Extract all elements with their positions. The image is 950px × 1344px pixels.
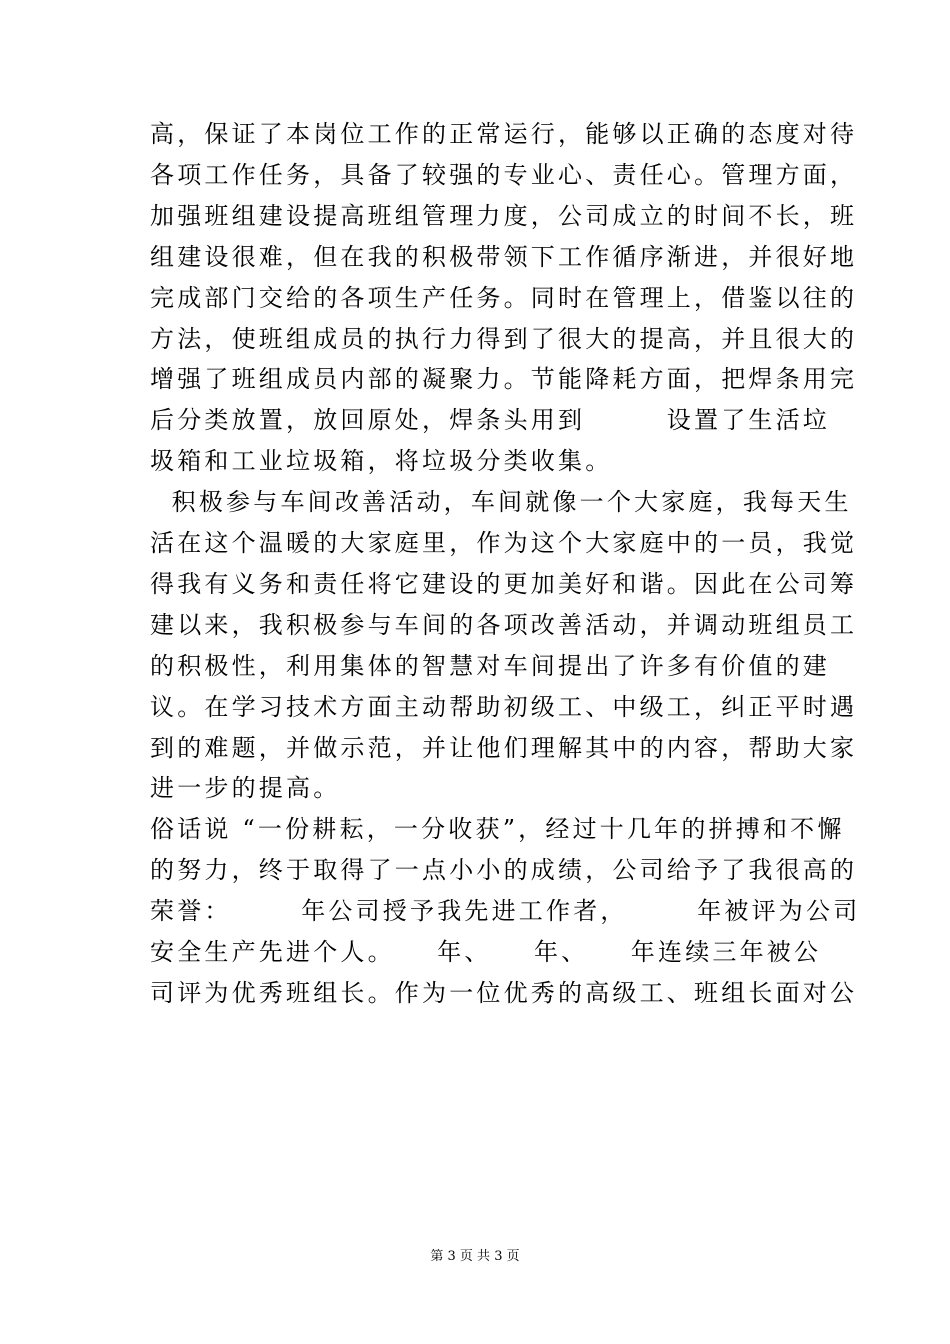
body-line: 议。在学习技术方面主动帮助初级工、中级工，纠正平时遇 <box>150 693 858 721</box>
body-line: 圾箱和工业垃圾箱，将垃圾分类收集。 <box>150 447 613 475</box>
page-number-footer: 第 3 页 共 3 页 <box>430 1249 520 1264</box>
body-line: 得我有义务和责任将它建设的更加美好和谐。因此在公司筹 <box>150 570 858 598</box>
body-line: 建以来，我积极参与车间的各项改善活动，并调动班组员工 <box>150 611 858 639</box>
body-line: 增强了班组成员内部的凝聚力。节能降耗方面，把焊条用完 <box>150 365 858 393</box>
body-line: 司评为优秀班组长。作为一位优秀的高级工、班组长面对公 <box>150 979 858 1007</box>
body-line: 到的难题，并做示范，并让他们理解其中的内容，帮助大家 <box>150 734 858 762</box>
body-line: 荣誉： 年公司授予我先进工作者， 年被评为公司 <box>150 897 861 925</box>
body-line: 后分类放置，放回原处，焊条头用到 设置了生活垃 <box>150 406 830 434</box>
body-line: 高，保证了本岗位工作的正常运行，能够以正确的态度对待 <box>150 120 858 148</box>
body-line: 进一步的提高。 <box>150 774 341 802</box>
body-line: 安全生产先进个人。 年、 年、 年连续三年被公 <box>150 938 822 966</box>
body-line: 俗话说 “一份耕耘，一分收获”，经过十几年的拼搏和不懈 <box>150 815 845 843</box>
body-line: 的努力，终于取得了一点小小的成绩，公司给予了我很高的 <box>150 856 858 884</box>
body-line: 完成部门交给的各项生产任务。同时在管理上，借鉴以往的 <box>150 284 858 312</box>
body-line: 活在这个温暖的大家庭里，作为这个大家庭中的一员，我觉 <box>150 529 858 557</box>
body-line: 积极参与车间改善活动，车间就像一个大家庭，我每天生 <box>150 488 852 516</box>
body-line: 各项工作任务，具备了较强的专业心、责任心。管理方面， <box>150 161 858 189</box>
body-line: 组建设很难，但在我的积极带领下工作循序渐进，并很好地 <box>150 243 858 271</box>
body-line: 的积极性，利用集体的智慧对车间提出了许多有价值的建 <box>150 652 830 680</box>
body-line: 加强班组建设提高班组管理力度，公司成立的时间不长，班 <box>150 202 858 230</box>
body-line: 方法，使班组成员的执行力得到了很大的提高，并且很大的 <box>150 325 858 353</box>
